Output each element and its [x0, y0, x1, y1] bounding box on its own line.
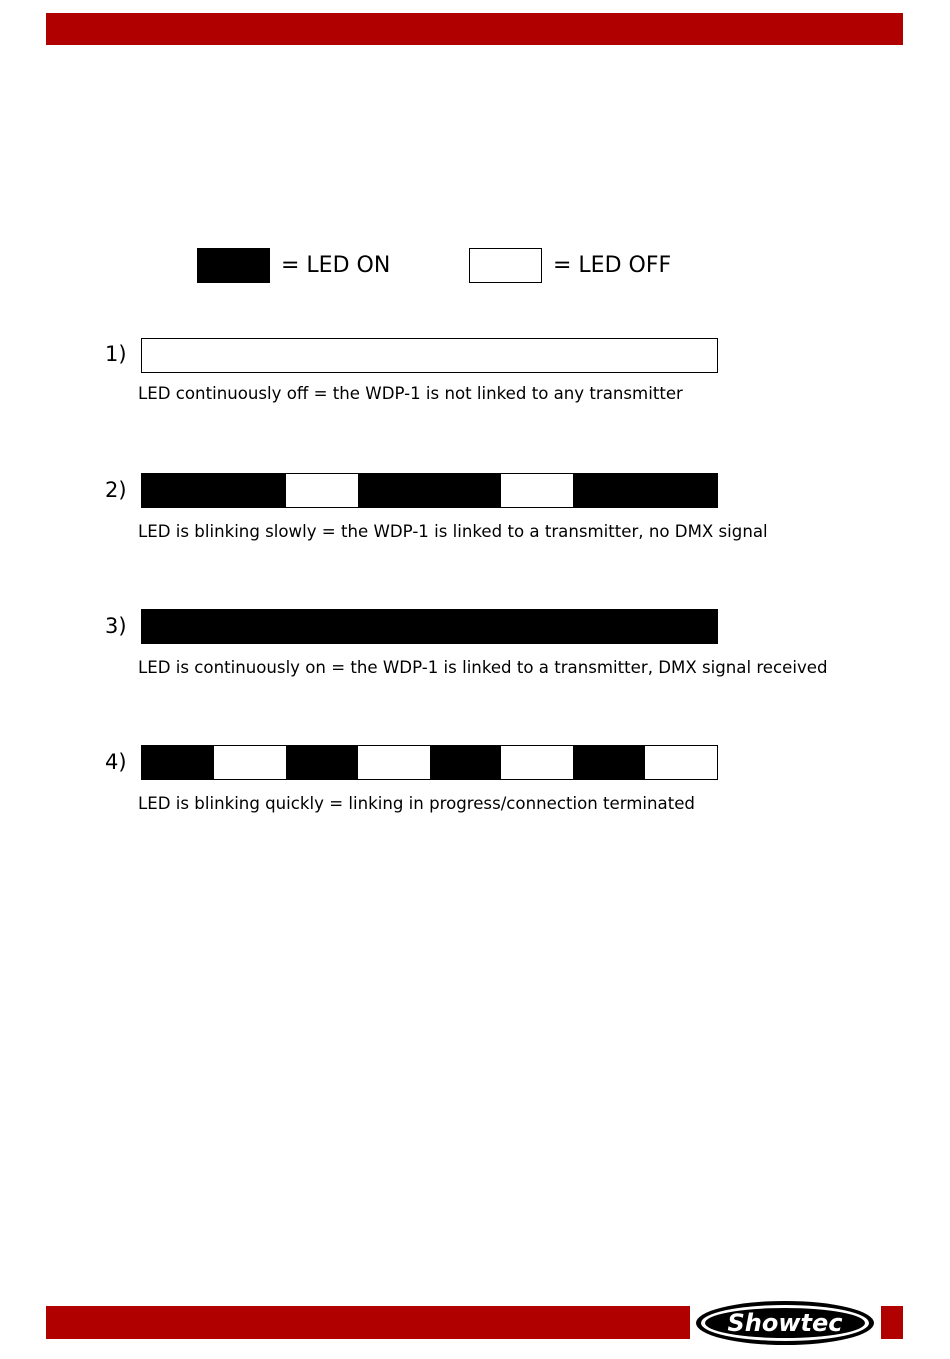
led-off-segment	[358, 746, 430, 779]
led-off-segment	[286, 474, 358, 507]
led-on-segment	[214, 474, 286, 507]
legend-led-off-swatch	[469, 248, 542, 283]
led-on-segment	[142, 746, 214, 779]
led-on-segment	[573, 474, 645, 507]
legend-led-on-label: = LED ON	[281, 253, 391, 278]
row-caption: LED continuously off = the WDP-1 is not linked to any transmitter	[138, 384, 683, 403]
footer-bar-right	[881, 1306, 903, 1339]
footer-bar-left	[46, 1306, 690, 1339]
row-number: 3)	[105, 614, 127, 638]
showtec-logo	[694, 1298, 878, 1348]
led-pattern-strip	[141, 473, 718, 508]
led-on-segment	[430, 474, 502, 507]
led-off-segment	[501, 746, 573, 779]
led-on-segment	[573, 746, 645, 779]
led-on-segment	[142, 610, 717, 643]
header-bar	[46, 13, 903, 45]
legend-led-on-swatch	[197, 248, 270, 283]
row-number: 1)	[105, 342, 127, 366]
row-number: 2)	[105, 478, 127, 502]
led-on-segment	[286, 746, 358, 779]
logo-text: Showtec	[727, 1309, 843, 1337]
led-off-segment	[645, 746, 717, 779]
row-caption: LED is blinking slowly = the WDP-1 is linked to a transmitter, no DMX signal	[138, 522, 768, 541]
row-number: 4)	[105, 750, 127, 774]
led-pattern-strip	[141, 338, 718, 373]
led-on-segment	[142, 474, 214, 507]
led-pattern-strip	[141, 745, 718, 780]
led-on-segment	[645, 474, 717, 507]
led-on-segment	[358, 474, 430, 507]
led-off-segment	[501, 474, 573, 507]
row-caption: LED is continuously on = the WDP-1 is linked to a transmitter, DMX signal received	[138, 658, 828, 677]
led-off-segment	[142, 339, 717, 372]
led-pattern-strip	[141, 609, 718, 644]
row-caption: LED is blinking quickly = linking in progress/connection terminated	[138, 794, 695, 813]
led-off-segment	[214, 746, 286, 779]
led-on-segment	[430, 746, 502, 779]
legend-led-off-label: = LED OFF	[553, 253, 672, 278]
